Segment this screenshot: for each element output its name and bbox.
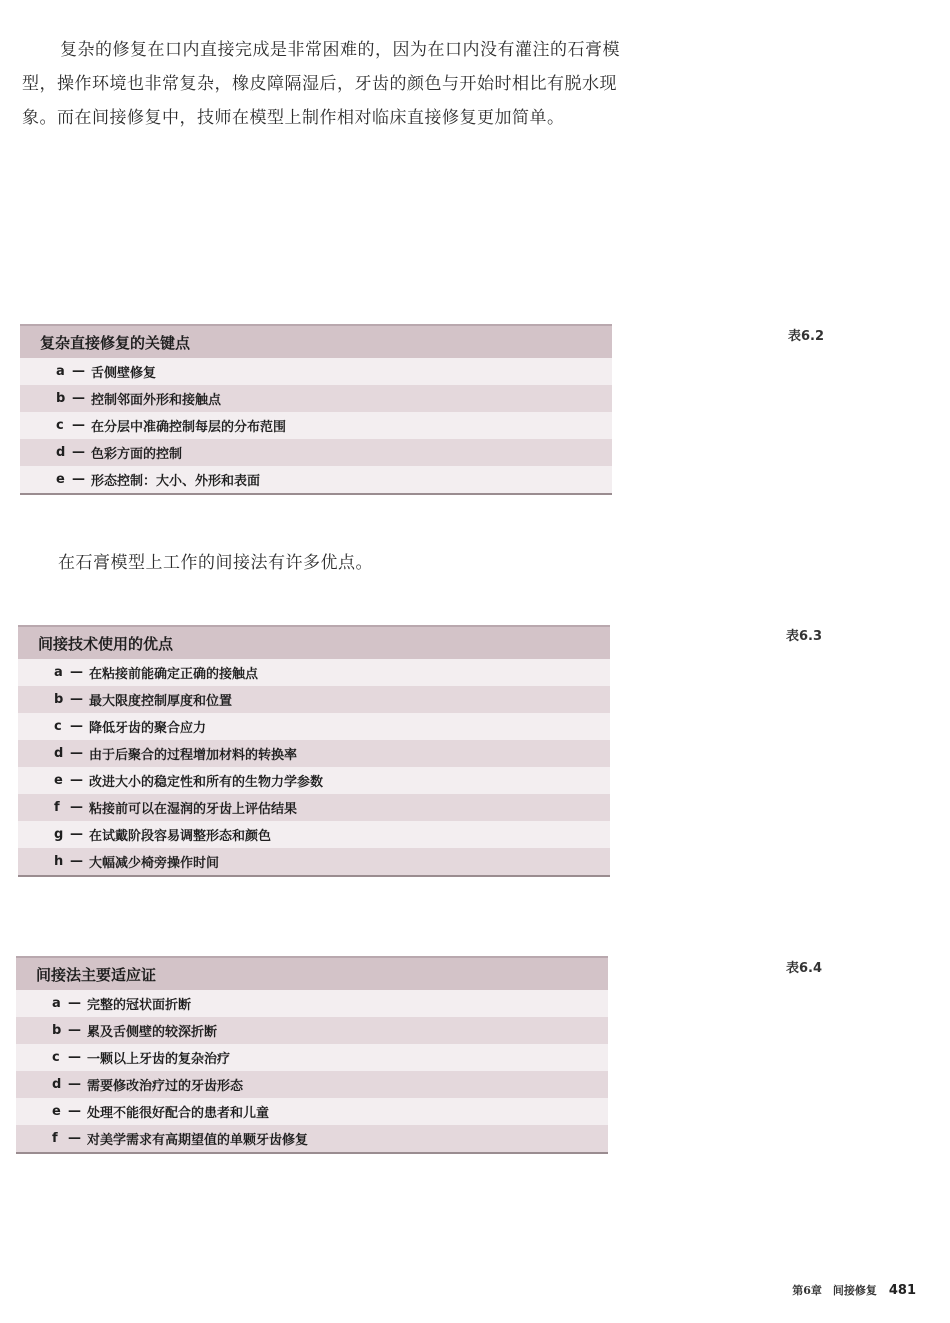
row-dash: — [70,773,83,788]
table-6-2 [20,324,612,495]
row-dash: — [72,472,85,487]
table-6-3 [18,625,610,877]
table-title: 间接技术使用的优点 [18,625,610,659]
table-label: 表6.4 [786,961,823,976]
row-dash: — [68,1104,81,1119]
row-text: 粘接前可以在湿润的牙齿上评估结果 [89,802,298,817]
row-text: 控制邻面外形和接触点 [91,393,222,408]
row-letter: h [54,854,64,869]
row-dash: — [70,746,83,761]
row-letter: f [52,1131,58,1146]
row-letter: b [54,692,64,707]
row-text: 在粘接前能确定正确的接触点 [89,667,259,682]
row-dash: — [72,445,85,460]
row-letter: a [56,364,65,379]
table-row [16,1098,608,1125]
table-row [16,990,608,1017]
row-text: 一颗以上牙齿的复杂治疗 [87,1052,231,1067]
row-dash: — [70,827,83,842]
row-text: 处理不能很好配合的患者和儿童 [87,1106,270,1121]
row-letter: d [54,746,64,761]
table-row [18,713,610,740]
row-letter: c [54,719,62,734]
row-letter: d [52,1077,62,1092]
row-letter: e [56,472,65,487]
row-dash: — [72,391,85,406]
table-6-4 [16,956,608,1154]
row-text: 色彩方面的控制 [91,447,183,462]
row-letter: a [52,996,61,1011]
table-row [20,412,612,439]
table-row [18,740,610,767]
table-row [16,1071,608,1098]
row-dash: — [70,854,83,869]
row-text: 舌侧壁修复 [91,366,157,381]
row-dash: — [68,996,81,1011]
row-dash: — [70,665,83,680]
body-paragraph: 在石膏模型上工作的间接法有许多优点。 [58,553,373,573]
row-text: 在试戴阶段容易调整形态和颜色 [89,829,272,844]
intro-paragraph: 复杂的修复在口内直接完成是非常困难的，因为在口内没有灌注的石膏模型，操作环境也非常复杂，橡皮障隔湿后，牙齿的颜色与开始时相比有脱水现象。而在间接修复中，技师在模型上制作相对临床直接修复更加简单。 [22,40,620,128]
table-row [20,358,612,385]
table-label: 表6.2 [788,329,825,344]
row-text: 需要修改治疗过的牙齿形态 [87,1079,244,1094]
row-dash: — [68,1050,81,1065]
table-row [18,794,610,821]
table-row [18,821,610,848]
table-row [18,767,610,794]
row-dash: — [70,692,83,707]
row-letter: e [54,773,63,788]
row-letter: e [52,1104,61,1119]
row-dash: — [68,1023,81,1038]
row-text: 对美学需求有高期望值的单颗牙齿修复 [87,1133,309,1148]
row-dash: — [68,1077,81,1092]
table-rows [16,990,608,1152]
row-text: 最大限度控制厚度和位置 [89,694,233,709]
table-row [20,439,612,466]
page-footer [792,1282,916,1298]
row-dash: — [70,800,83,815]
row-letter: b [56,391,66,406]
row-letter: a [54,665,63,680]
table-rows [20,358,612,493]
table-title: 复杂直接修复的关键点 [20,324,612,358]
table-rows [18,659,610,875]
table-row [20,466,612,493]
row-letter: c [52,1050,60,1065]
chapter-title: 第6章 间接修复 [792,1284,877,1297]
table-row [16,1017,608,1044]
table-row [16,1125,608,1152]
row-text: 形态控制：大小、外形和表面 [91,474,261,489]
row-letter: b [52,1023,62,1038]
row-text: 大幅减少椅旁操作时间 [89,856,220,871]
row-text: 由于后聚合的过程增加材料的转换率 [89,748,298,763]
table-row [20,385,612,412]
row-text: 完整的冠状面折断 [87,998,192,1013]
row-text: 在分层中准确控制每层的分布范围 [91,420,287,435]
table-title: 间接法主要适应证 [16,956,608,990]
row-text: 降低牙齿的聚合应力 [89,721,207,736]
table-row [18,686,610,713]
row-text: 改进大小的稳定性和所有的生物力学参数 [89,775,324,790]
table-row [18,659,610,686]
row-dash: — [68,1131,81,1146]
page-number: 481 [888,1283,916,1298]
table-row [16,1044,608,1071]
row-letter: d [56,445,66,460]
table-label: 表6.3 [786,629,823,644]
row-dash: — [70,719,83,734]
row-text: 累及舌侧壁的较深折断 [87,1025,218,1040]
row-letter: g [54,827,64,842]
row-dash: — [72,364,85,379]
row-letter: c [56,418,64,433]
row-letter: f [54,800,60,815]
row-dash: — [72,418,85,433]
table-row [18,848,610,875]
